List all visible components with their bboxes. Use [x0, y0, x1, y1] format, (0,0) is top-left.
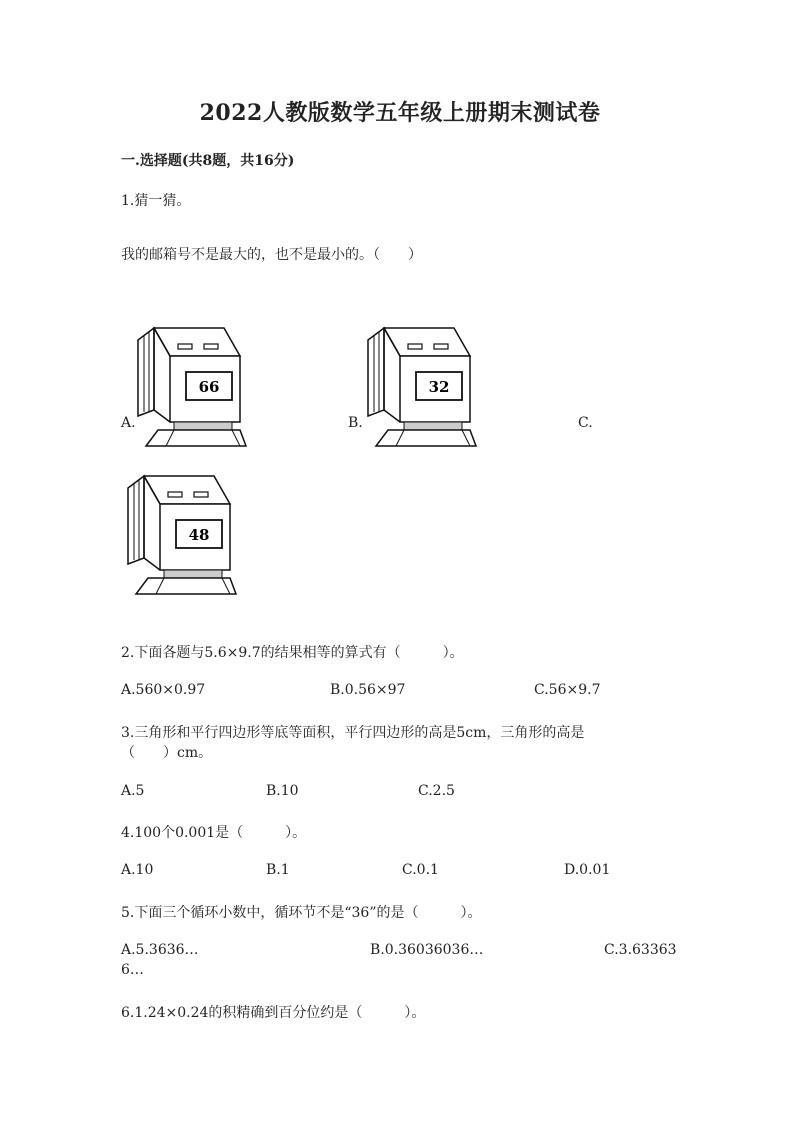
question-1-option-b-label[interactable]: B. [348, 415, 363, 431]
question-2-option-c[interactable]: C.56×9.7 [534, 682, 601, 698]
question-3-option-b[interactable]: B.10 [266, 783, 299, 799]
question-5-option-c-wrap: 6… [121, 962, 144, 978]
question-4-option-a[interactable]: A.10 [121, 862, 154, 878]
mailbox-c-number: 48 [188, 526, 210, 544]
question-4-stem: 4.100个0.001是（ ）。 [121, 825, 307, 841]
question-2-stem: 2.下面各题与5.6×9.7的结果相等的算式有（ ）。 [121, 645, 464, 661]
page-title: 2022人教版数学五年级上册期末测试卷 [199, 100, 601, 126]
question-5-stem: 5.下面三个循环小数中，循环节不是“36”的是（ ）。 [121, 905, 482, 921]
question-4-option-c[interactable]: C.0.1 [402, 862, 439, 878]
question-2-option-a[interactable]: A.560×0.97 [121, 682, 206, 698]
mailbox-b-image [360, 326, 478, 448]
section-heading: 一.选择题(共8题，共16分) [121, 153, 295, 169]
question-6-stem: 6.1.24×0.24的积精确到百分位约是（ ）。 [121, 1005, 426, 1021]
question-1-option-a-label[interactable]: A. [121, 415, 136, 431]
question-1-stem: 1.猜一猜。 [121, 193, 191, 209]
question-3-option-c[interactable]: C.2.5 [418, 783, 455, 799]
question-1-option-c-label[interactable]: C. [578, 415, 593, 431]
question-4-option-b[interactable]: B.1 [266, 862, 290, 878]
question-5-option-a[interactable]: A.5.3636… [121, 942, 199, 958]
question-2-option-b[interactable]: B.0.56×97 [330, 682, 406, 698]
mailbox-a-image [130, 326, 248, 448]
question-3-stem-line1: 3.三角形和平行四边形等底等面积，平行四边形的高是5cm，三角形的高是 [121, 725, 585, 741]
question-1-subtext: 我的邮箱号不是最大的，也不是最小的。（ ） [121, 247, 422, 263]
question-3-option-a[interactable]: A.5 [121, 783, 145, 799]
question-3-stem-line2: （ ）cm。 [121, 745, 213, 761]
mailbox-a-number: 66 [198, 378, 220, 396]
question-4-option-d[interactable]: D.0.01 [564, 862, 611, 878]
mailbox-c-image [120, 474, 238, 596]
question-5-option-c[interactable]: C.3.63363 [604, 942, 677, 958]
question-5-option-b[interactable]: B.0.36036036… [370, 942, 484, 958]
mailbox-b-number: 32 [428, 378, 450, 396]
